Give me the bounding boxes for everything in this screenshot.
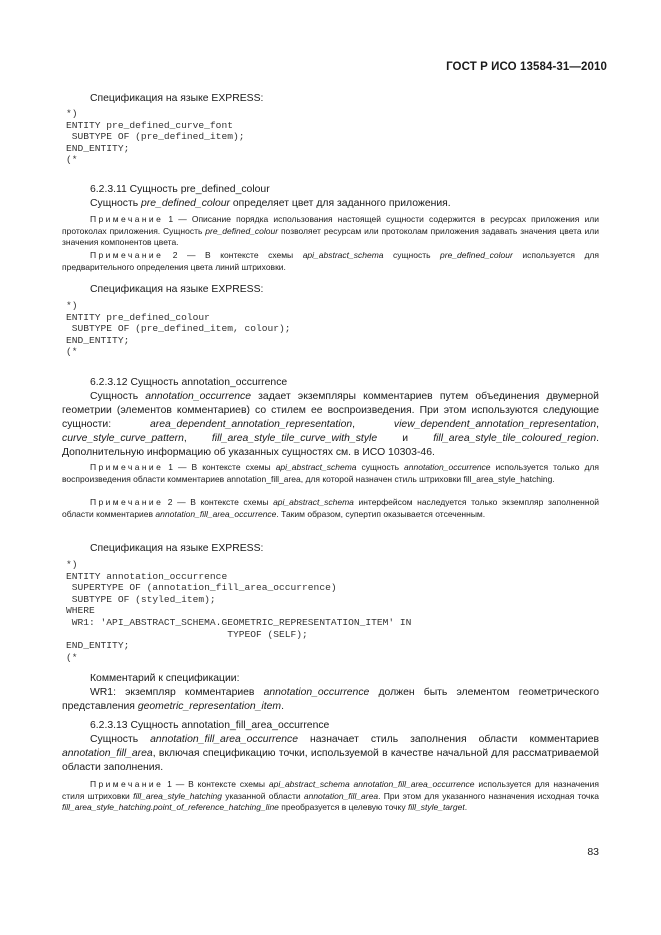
spec-comment-text: WR1: экземпляр комментариев annotation_occurrence должен быть элементом геометрического представления geometric_representation_item. <box>62 687 599 712</box>
note-1-annotation-occurrence: Примечание 1 — В контексте схемы api_abstract_schema сущность annotation_occurrence используется только для воспроизведения области комментариев annotation_fill_area, для которой назначен стиль штриховки fill_area_style_hatching. <box>62 462 599 484</box>
section-6-2-3-13-heading: 6.2.3.13 Сущность annotation_fill_area_occurrence <box>90 720 330 731</box>
spec-comment-label: Комментарий к спецификации: <box>90 673 240 684</box>
section-6-2-3-12-text: Сущность annotation_occurrence задает экземпляры комментариев путем объединения двумерной геометрии (элементов комментариев) со стилем ее воспроизведения. При этом используются следующие сущности: area_dependent_annotation_representation, view_dependent_annotation_representation, curve_style_curve_pattern, fill_area_style_tile_curve_with_style и fill_area_style_tile_coloured_region. Дополнительную информацию об указанных сущностях см. в ИСО 10303-46. <box>62 391 600 458</box>
page-number: 83 <box>587 846 599 858</box>
spec-label-3: Спецификация на языке EXPRESS: <box>90 543 264 554</box>
section-6-2-3-11-text: Сущность pre_defined_colour определяет цвет для заданного приложения. <box>90 198 451 209</box>
section-6-2-3-12-heading: 6.2.3.12 Сущность annotation_occurrence <box>90 377 288 388</box>
standard-header: ГОСТ Р ИСО 13584-31—2010 <box>446 61 607 73</box>
spec-label-2: Спецификация на языке EXPRESS: <box>90 284 264 295</box>
section-6-2-3-13-text: Сущность annotation_fill_area_occurrence назначает стиль заполнения области комментариев annotation_fill_area, включая спецификацию точки, используемой в качестве начальной для рассматриваемой области заполнения. <box>62 734 599 773</box>
express-code-block-3: *) ENTITY annotation_occurrence SUPERTYPE OF (annotation_fill_area_occurrence) SUBTYPE OF (styled_item); WHERE WR1: 'API_ABSTRACT_SCHEMA.GEOMETRIC_REPRESENTATION_ITEM' IN TYPEOF (SELF); END_ENTITY; (* <box>66 559 412 663</box>
note-2-pre-defined-colour: Примечание 2 — В контексте схемы api_abstract_schema сущность pre_defined_colour используется для предварительного определения цвета линий штриховки. <box>62 250 599 272</box>
note-1-pre-defined-colour: Примечание 1 — Описание порядка использования настоящей сущности содержится в ресурсах приложения или протоколах приложения. Сущность pre_defined_colour позволяет ресурсам или протоколам приложения задавать значения цвета или значения компонентов цвета. <box>62 214 599 247</box>
express-code-block-1: *) ENTITY pre_defined_curve_font SUBTYPE OF (pre_defined_item); END_ENTITY; (* <box>66 108 245 166</box>
express-code-block-2: *) ENTITY pre_defined_colour SUBTYPE OF (pre_defined_item, colour); END_ENTITY; (* <box>66 300 291 358</box>
spec-label-1: Спецификация на языке EXPRESS: <box>90 93 264 104</box>
section-6-2-3-11-heading: 6.2.3.11 Сущность pre_defined_colour <box>90 184 270 195</box>
note-2-annotation-occurrence: Примечание 2 — В контексте схемы api_abstract_schema интерфейсом наследуется только экземпляр заполненной области комментариев annotation_fill_area_occurrence. Таким образом, супертип оказывается отсеченным. <box>62 497 599 519</box>
note-1-annotation-fill-area-occurrence: Примечание 1 — В контексте схемы api_abstract_schema annotation_fill_area_occurrence используется для назначения стиля штриховки fill_area_style_hatching указанной области annotation_fill_area. При этом для указанного назначения исходная точка fill_area_style_hatching.point_of_reference_hatching_line преобразуется в целевую точку fill_style_target. <box>62 779 599 812</box>
